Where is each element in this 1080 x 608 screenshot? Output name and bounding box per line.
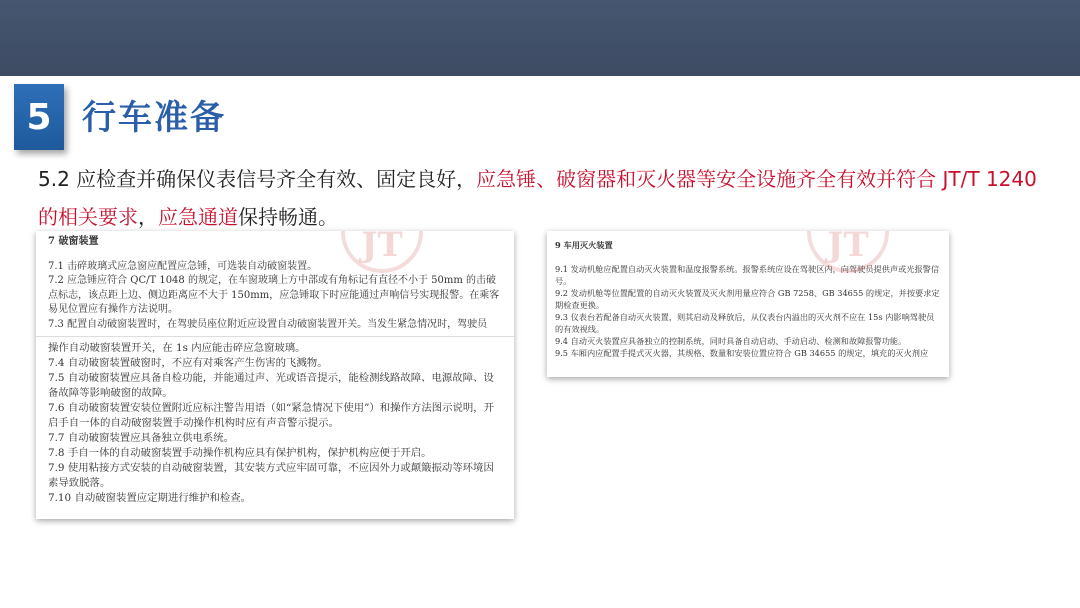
standard-excerpt-fire-extinguisher bbox=[547, 231, 949, 377]
excerpt-item: 7.9 使用粘接方式安装的自动破窗装置，其安装方式应牢固可靠，不应因外力或颠簸振动等环境因素导致脱落。 bbox=[48, 462, 494, 489]
excerpt-heading: 7 破窗装置 bbox=[48, 236, 99, 247]
excerpt-item: 7.5 自动破窗装置应具备自检功能，并能通过声、光或语音提示，能检测线路故障、电源故障、设备故障等影响破窗的故障。 bbox=[48, 372, 494, 399]
section-number-badge: 5 bbox=[14, 84, 64, 150]
requirement-highlight-1: 应急锤、破窗器和灭火器等安全设施齐全有效并符合 JT/T 1240的相关要求 bbox=[38, 167, 1037, 229]
excerpt-item: 9.4 自动灭火装置应具备独立的控制系统，同时具备自动启动、手动启动、检测和故障报警功能。 bbox=[555, 336, 907, 346]
excerpt-item: 7.10 自动破窗装置应定期进行维护和检查。 bbox=[48, 492, 252, 504]
excerpt-item: 7.2 应急锤应符合 QC/T 1048 的规定，在车窗玻璃上方中部或有角标记有直径不小于 50mm 的击破点标志，该点距上边、侧边距离应不大于 150mm，应急锤取下时应能通过声响信号实现报警。在乘客易见位置应有操作方法说明。 bbox=[48, 275, 500, 315]
jt-stamp-watermark: JT bbox=[341, 231, 423, 273]
excerpt-item: 9.3 仪表台若配备自动灭火装置，则其启动及释放后，从仪表台内溢出的灭火剂不应在 15s 内影响驾驶员的有效视线。 bbox=[555, 312, 935, 334]
excerpt-item: 9.2 发动机舱等位置配置的自动灭火装置及灭火剂用量应符合 GB 7258、GB 34655 的规定，并按要求定期检查更换。 bbox=[555, 288, 940, 310]
excerpt-item: 7.7 自动破窗装置应具备独立供电系统。 bbox=[48, 432, 235, 444]
excerpt-item: 7.6 自动破窗装置安装位置附近应标注警告用语（如“紧急情况下使用”）和操作方法图示说明，开启手自一体的自动破窗装置手动操作机构时应有声音警示提示。 bbox=[48, 402, 495, 429]
excerpt-item: 7.8 手自一体的自动破窗装置手动操作机构应具有保护机构，保护机构应便于开启。 bbox=[48, 447, 432, 459]
requirement-part1: 5.2 应检查并确保仪表信号齐全有效、固定良好， bbox=[38, 167, 477, 191]
header-bar bbox=[0, 0, 1080, 76]
excerpt-item: 9.5 车厢内应配置手提式灭火器，其规格、数量和安装位置应符合 GB 34655 的规定，填充的灭火剂应 bbox=[555, 348, 929, 358]
requirement-part3: ， bbox=[138, 205, 158, 229]
excerpt-heading: 9 车用灭火装置 bbox=[555, 240, 613, 250]
excerpt-item: 9.1 发动机舱应配置自动灭火装置和温度报警系统。报警系统应设在驾驶区内，向驾驶员提供声或光报警信号。 bbox=[555, 264, 940, 286]
excerpt-item: 7.1 击碎玻璃式应急窗应配置应急锤，可选装自动破窗装置。 bbox=[48, 260, 318, 272]
excerpt-item: 操作自动破窗装置开关，在 1s 内应能击碎应急窗玻璃。 bbox=[48, 342, 306, 354]
jt-stamp-watermark: JT bbox=[807, 231, 889, 273]
standard-excerpt-window-breaker bbox=[36, 231, 514, 519]
requirement-part5: 保持畅通。 bbox=[238, 205, 338, 229]
requirement-highlight-2: 应急通道 bbox=[158, 205, 238, 229]
excerpt-item: 7.4 自动破窗装置破窗时，不应有对乘客产生伤害的飞溅物。 bbox=[48, 357, 328, 369]
excerpt-item: 7.3 配置自动破窗装置时，在驾驶员座位附近应设置自动破窗装置开关。当发生紧急情况时，驾驶员 bbox=[48, 318, 488, 330]
page-title: 行车准备 bbox=[82, 98, 226, 138]
requirement-text bbox=[38, 160, 1048, 236]
page-divider bbox=[36, 336, 514, 337]
